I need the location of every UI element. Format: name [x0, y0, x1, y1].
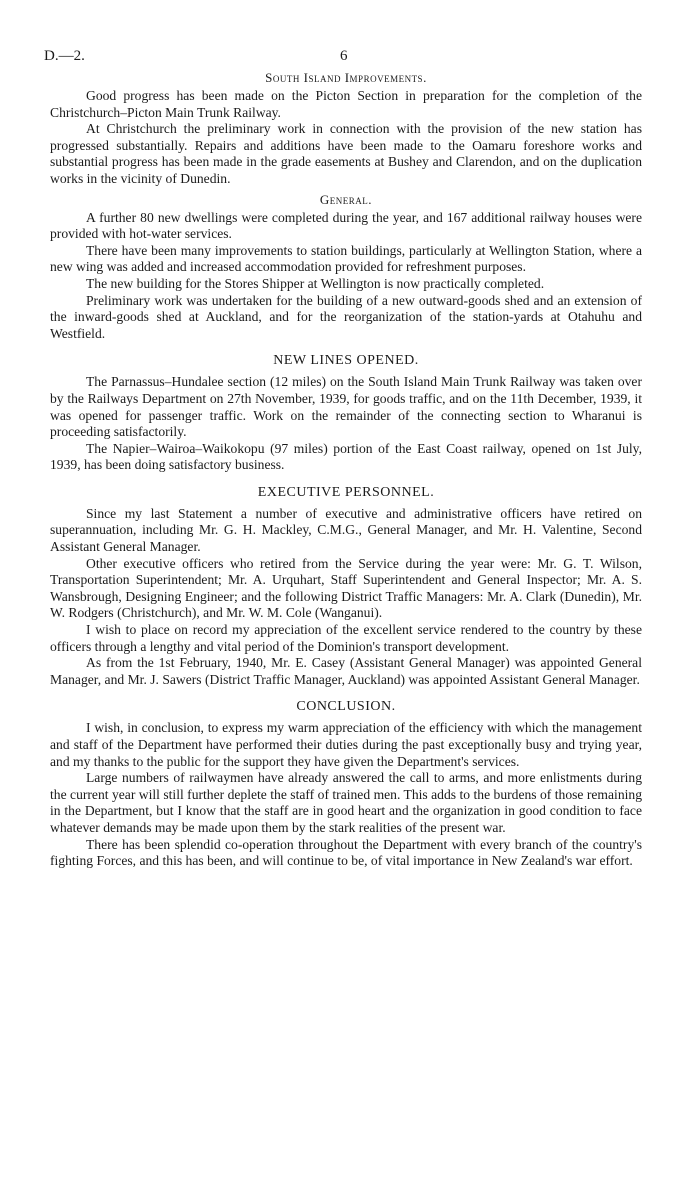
paragraph: There have been many improvements to station buildings, particularly at Wellington Station, where a new wing was added and increased accommodation provided for refreshment purposes. — [50, 242, 642, 275]
paragraph: At Christchurch the preliminary work in connection with the provision of the new station has progressed substantially. Repairs and additions have been made to the Oamaru foreshore works and substantial progress has been made in the grade easements at Bushey and Clarendon, and on the duplication works in the vicinity of Dunedin. — [50, 121, 642, 186]
paragraph: I wish, in conclusion, to express my warm appreciation of the efficiency with which the management and staff of the Department have performed their duties during the past exceptionally busy and trying year, and my thanks to the public for the support they have given the Department's services. — [50, 720, 642, 769]
paragraph: Good progress has been made on the Picton Section in preparation for the completion of the Christchurch–Picton Main Trunk Railway. — [50, 88, 642, 120]
section-executive-personnel — [50, 484, 642, 689]
page-header — [44, 40, 642, 66]
section-new-lines-opened — [50, 352, 642, 474]
paragraph: Preliminary work was undertaken for the building of a new outward-goods shed and an extension of the inward-goods shed at Auckland, and for the reorganization of the station-yards at Otahuhu and Westfield. — [50, 292, 642, 341]
section-general — [50, 191, 642, 343]
paragraph: The Parnassus–Hundalee section (12 miles) on the South Island Main Trunk Railway was taken over by the Railways Department on 27th November, 1939, for goods traffic, and on the 11th December, 1939, it was opened for passenger traffic. Work on the remainder of the connecting section to Wharanui is proceeding satisfactorily. — [50, 374, 642, 440]
section-heading: EXECUTIVE PERSONNEL. — [257, 484, 435, 500]
section-conclusion — [50, 698, 642, 869]
paragraph: A further 80 new dwellings were completed during the year, and 167 additional railway houses were provided with hot-water services. — [50, 209, 642, 242]
paragraph: I wish to place on record my appreciation of the excellent service rendered to the country by these officers through a lengthy and vital period of the Dominion's transport development. — [50, 622, 642, 654]
paragraph: Other executive officers who retired from the Service during the year were: Mr. G. T. Wilson, Transportation Superintendent; Mr. A. Urquhart, Staff Superintendent and General Inspector; Mr. A. S. Wansbrough, Designing Engineer; and the following District Traffic Managers: Mr. A. Clark (Dunedin), Mr. W. Rodgers (Christchurch), and Mr. W. M. Cole (Wanganui). — [50, 555, 642, 621]
paragraph: The new building for the Stores Shipper at Wellington is now practically completed. — [86, 275, 545, 291]
document-page — [44, 40, 642, 870]
page-number: 6 — [340, 48, 348, 64]
paragraph: Since my last Statement a number of executive and administrative officers have retired on superannuation, including Mr. G. H. Mackley, C.M.G., General Manager, and Mr. H. Valentine, Second Assistant General Manager. — [50, 505, 642, 555]
paragraph: The Napier–Wairoa–Waikokopu (97 miles) portion of the East Coast railway, opened on 1st July, 1939, has been doing satisfactory business. — [50, 440, 642, 473]
paragraph: As from the 1st February, 1940, Mr. E. Casey (Assistant General Manager) was appointed General Manager, and Mr. J. Sawers (District Traffic Manager, Auckland) was appointed Assistant General Manager. — [50, 655, 642, 687]
paragraph: There has been splendid co-operation throughout the Department with every branch of the country's fighting Forces, and this has been, and will continue to be, of vital importance in New Zealand's war effort. — [50, 836, 642, 869]
section-south-island-improvements — [50, 69, 642, 188]
document-id: D.—2. — [44, 48, 85, 64]
section-heading: South Island Improvements. — [265, 70, 427, 85]
section-heading: NEW LINES OPENED. — [273, 353, 419, 369]
paragraph: Large numbers of railwaymen have already answered the call to arms, and more enlistments during the current year will still further deplete the staff of trained men. This adds to the burdens of those remaining in the Department, but I know that the staff are in good heart and the organization in good condition to face whatever demands may be made upon them by the stark realities of the present war. — [50, 770, 642, 835]
section-heading: General. — [319, 191, 373, 207]
section-heading: CONCLUSION. — [296, 699, 396, 715]
